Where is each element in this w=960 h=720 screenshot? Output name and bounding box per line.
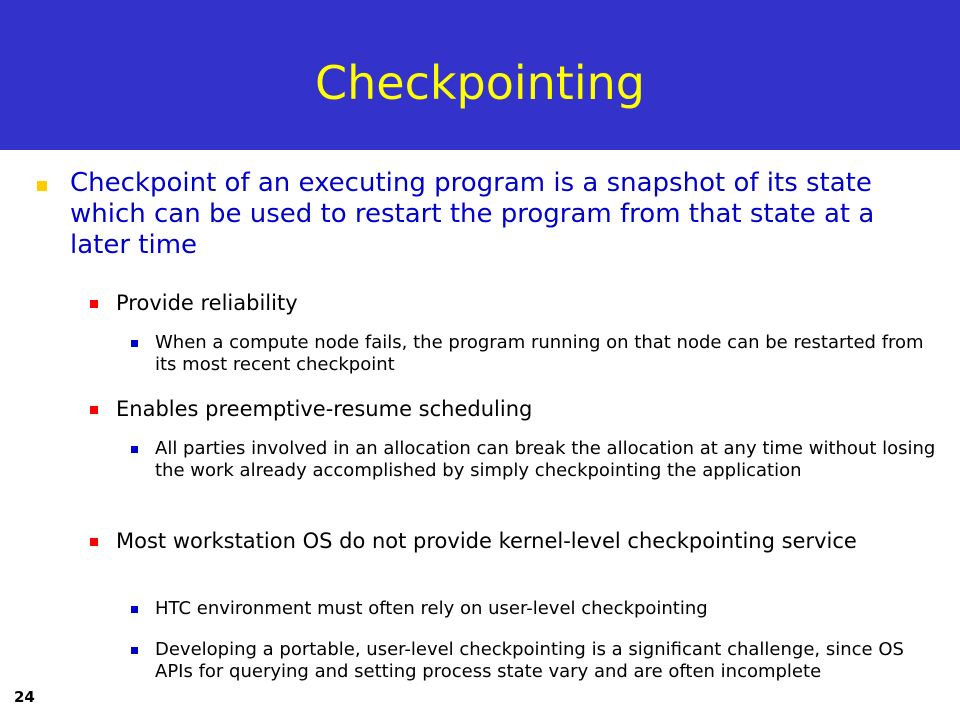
red-square-bullet-icon bbox=[90, 300, 98, 308]
bullet-text: Provide reliability bbox=[116, 291, 298, 315]
bullet-level2 bbox=[116, 528, 936, 555]
blue-square-bullet-icon bbox=[131, 340, 138, 347]
bullet-text: Enables preemptive-resume scheduling bbox=[116, 397, 533, 421]
bullet-text: Developing a portable, user-level checkpointing is a significant challenge, since OS APIs for querying and setting process state vary and are often incomplete bbox=[155, 639, 904, 682]
bullet-level3 bbox=[155, 598, 945, 620]
bullet-level3 bbox=[155, 438, 945, 482]
slide-number: 24 bbox=[14, 688, 35, 706]
bullet-text: When a compute node fails, the program running on that node can be restarted from its most recent checkpoint bbox=[155, 332, 924, 375]
slide-title: Checkpointing bbox=[315, 56, 645, 110]
bullet-level3 bbox=[155, 332, 945, 376]
bullet-text: HTC environment must often rely on user-level checkpointing bbox=[155, 598, 708, 619]
blue-square-bullet-icon bbox=[131, 647, 138, 654]
blue-square-bullet-icon bbox=[131, 606, 138, 613]
red-square-bullet-icon bbox=[90, 406, 98, 414]
bullet-text: Most workstation OS do not provide kernel-level checkpointing service bbox=[116, 529, 857, 553]
yellow-square-bullet-icon bbox=[37, 181, 47, 191]
bullet-level2 bbox=[116, 396, 936, 423]
bullet-level3 bbox=[155, 639, 945, 683]
bullet-level2 bbox=[116, 290, 936, 317]
bullet-text: All parties involved in an allocation can break the allocation at any time without losing the work already accomplished by simply checkpointing the application bbox=[155, 438, 936, 481]
blue-square-bullet-icon bbox=[131, 446, 138, 453]
bullet-level1 bbox=[70, 168, 932, 261]
red-square-bullet-icon bbox=[90, 538, 98, 546]
bullet-text: Checkpoint of an executing program is a snapshot of its state which can be used to restart the program from that state at a later time bbox=[70, 168, 875, 260]
